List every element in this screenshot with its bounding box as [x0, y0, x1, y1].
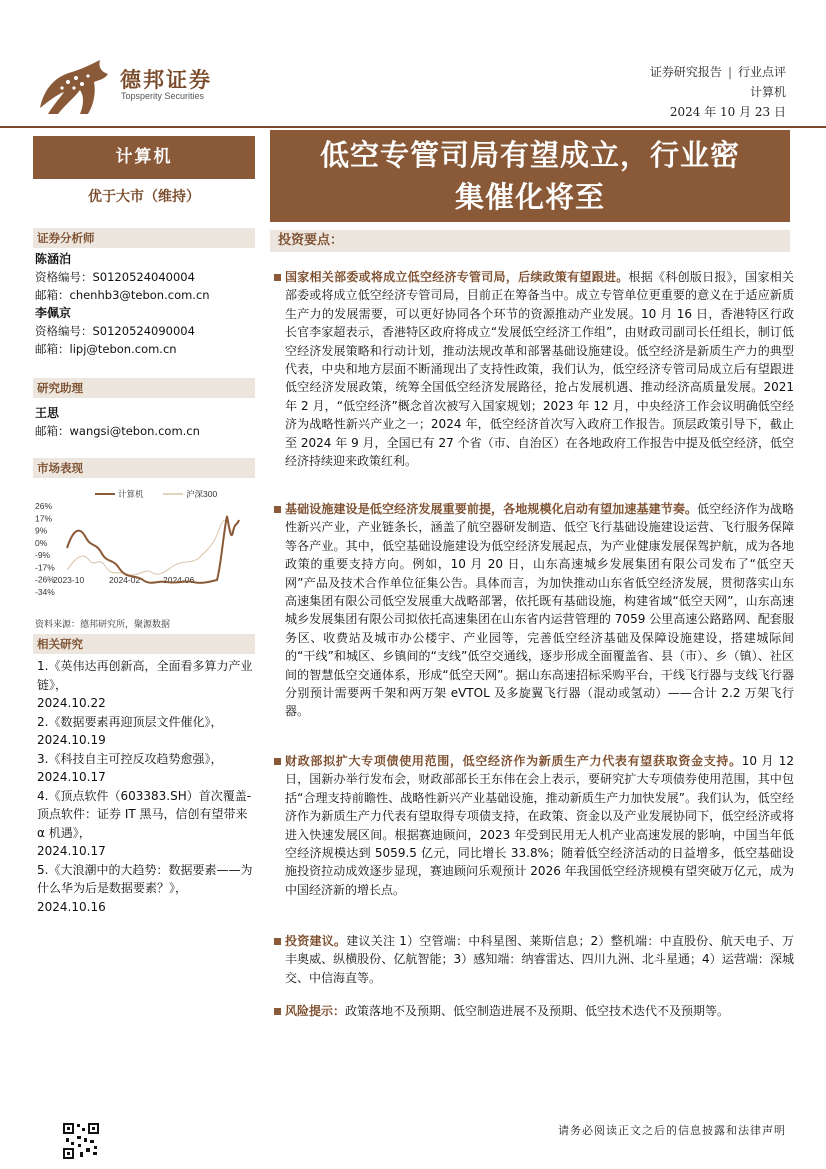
point-body: 根据《科创版日报》，国家相关部委或将成立低空经济专管司局，目前正在筹备当中。成立专管单位更重要的意义在于适应新质生产力的发展需要，可以更好协同各个环节的资源推动产业发展。10 月 16 日，香港特区行政长官李家超表示，香港特区政府将成立“发展低空经济工作组”，由财政司副司长任组长，制订低空经济发展策略和行动计划，推动法规改革和部署基础设施建设。低空经济是新质生产力的典型代表，中央和地方层面不断涌现出了支持性政策，我们认为，低空经济专管司局成立后有望跟进低空经济发展政策，统筹全国低空经济发展路径，抢占发展机遇、推动经济高质量发展。2021 年 2 月，“低空经济”概念首次被写入国家规划；2023 年 12 月，中央经济工作会议明确低空经济为战略性新兴产业之一；2024 年，低空经济首次写入政府工作报告。顶层政策引导下，截止至 2024 年 9 月，全国已有 27 个省（市、自治区）在各地政府工作报告中提及低空经济，低空经济持续迎来政策红利。 — [285, 270, 794, 469]
bullet-icon — [274, 506, 281, 513]
analyst-email[interactable]: 邮箱：lipj@tebon.com.cn — [35, 342, 177, 356]
bullet-icon — [274, 1008, 281, 1015]
assistant-heading: 研究助理 — [33, 378, 255, 398]
analyst-card — [35, 250, 210, 358]
disclaimer-footer: 请务必阅读正文之后的信息披露和法律声明 — [558, 1124, 786, 1137]
point-recommendation — [274, 932, 794, 987]
related-item[interactable] — [37, 787, 259, 861]
title-line-1: 低空专管司局有望成立，行业密 — [319, 138, 740, 172]
chart-source: 资料来源：德邦研究所，聚源数据 — [35, 620, 171, 630]
brand-name-en: Topsperity Securities — [121, 91, 205, 101]
y-tick-label: -34% — [35, 587, 55, 597]
analyst-name: 陈涵泊 — [35, 252, 72, 266]
market-heading: 市场表现 — [33, 458, 255, 478]
y-tick-label: -26% — [35, 574, 55, 585]
analyst-cert: 资格编号：S0120524040004 — [35, 270, 195, 284]
qr-code-icon — [62, 1122, 100, 1160]
related-item[interactable] — [37, 861, 259, 917]
title-line-2: 集催化将至 — [454, 180, 605, 214]
report-industry: 计算机 — [749, 85, 786, 99]
y-tick-label: 9% — [35, 525, 48, 536]
related-date: 2024.10.16 — [37, 899, 106, 914]
x-tick-label: 2024-06 — [163, 575, 195, 585]
report-type: 证券研究报告 — [649, 65, 722, 79]
bullet-icon — [274, 274, 281, 281]
point-body: 建议关注 1）空管端：中科星图、莱斯信息；2）整机端：中直股份、航天电子、万丰奥威、纵横股份、亿航智能；3）感知端：纳睿雷达、四川九洲、北斗星通；4）运营端：深城交、中信海直等。 — [285, 934, 794, 985]
y-tick-label: 0% — [35, 537, 48, 548]
point-body: 10 月 12 日，国新办举行发布会，财政部部长王东伟在会上表示，要研究扩大专项债券使用范围，其中包括“合理支持前瞻性、战略性新兴产业基础设施，推动新质生产力加快发展”。我们认为，低空经济作为新质生产力代表有望取得专项债支持，在政策、资金以及产业发展协同下，低空经济或将进入快速发展区间。根据赛迪顾问，2023 年受到民用无人机产业高速发展的影响，中国当年低空经济规模达到 5059.5 亿元，同比增长 33.8%；随着低空经济活动的日益增多，低空基础设施投资拉动成效逐步显现，赛迪顾问乐观预计 2026 年我国低空经济规模有望突破万亿元，成为中国经济新的增长点。 — [285, 754, 794, 897]
point-risk — [274, 1002, 794, 1020]
report-title — [270, 130, 790, 222]
point-lead: 投资建议。 — [285, 934, 347, 948]
related-date: 2024.10.17 — [37, 844, 106, 858]
report-category: 行业点评 — [737, 65, 786, 79]
legend-label: 计算机 — [118, 489, 144, 499]
related-title: 2.《数据要素再迎顶层文件催化》， — [37, 714, 223, 729]
related-title: 5.《大浪潮中的大趋势：数据要素——为什么华为后是数据要素？》， — [37, 862, 253, 895]
related-heading: 相关研究 — [33, 634, 255, 654]
point-lead: 国家相关部委或将成立低空经济专管司局，后续政策有望跟进。 — [285, 270, 629, 284]
bullet-icon — [274, 938, 281, 945]
related-date: 2024.10.19 — [37, 733, 106, 747]
point-body: 低空经济作为战略性新兴产业，产业链条长，涵盖了航空器研发制造、低空飞行基础设施建设运营、飞行服务保障等各产业。其中，低空基础设施建设为低空经济发展起点，为产业健康发展保驾护航，成为各地政策的重要支持方向。例如，10 月 20 日，山东高速城乡发展集团有限公司发布了“低空天网”产品及技术合作单位征集公告。具体而言，为加快推动山东省低空经济发展，贯彻落实山东高速集团有限公司低空发展重大战略部署，依托既有基础设施，构建省域“低空天网”，山东高速城乡发展集团有限公司拟依托高速集团在山东省内运营管理的 7059 公里高速公路路网、配套服务区、收费站及城市办公楼宇、产业园等，完善低空经济基础及保障设施建设，搭建城际间的“干线”和城区、乡镇间的“支线”低空交通线，逐步形成全面覆盖省、县（市）、乡（镇）、社区间的智慧低空交通体系，形成“低空天网”。据山东高速招标采购平台，干线飞行器与支线飞行器分别预计需要两千架和两万架 eVTOL 及多旋翼飞行器（混动或氢动）——合计 2.2 万架飞行器。 — [285, 502, 794, 719]
header-separator: | — [727, 65, 732, 79]
x-tick-label: 2023-10 — [53, 575, 85, 585]
related-title: 4.《顶点软件（603383.SH）首次覆盖-顶点软件：证券 IT 黑马，信创有望带来 α 机遇》， — [37, 788, 252, 840]
brand-name: 德邦证券 — [120, 68, 212, 92]
y-tick-label: -9% — [35, 550, 51, 561]
investment-heading: 投资要点： — [270, 230, 790, 252]
header-rule — [0, 126, 826, 128]
analyst-name: 李佩京 — [35, 306, 72, 320]
related-item[interactable] — [37, 657, 259, 713]
legend-label: 沪深300 — [186, 489, 218, 499]
report-date: 2024 年 10 月 23 日 — [669, 105, 786, 119]
related-title: 3.《科技自主可控反攻趋势愈强》， — [37, 751, 223, 766]
rating-label: 优于大市（维持） — [88, 189, 200, 205]
assistant-card — [35, 404, 200, 440]
x-tick-label: 2024-02 — [109, 575, 141, 585]
related-title: 1.《英伟达再创新高，全面看多算力产业链》， — [37, 659, 253, 692]
y-tick-label: -17% — [35, 562, 55, 573]
analyst-email[interactable]: 邮箱：chenhb3@tebon.com.cn — [35, 288, 210, 302]
point-lead: 财政部拟扩大专项债使用范围，低空经济作为新质生产力代表有望获取资金支持。 — [285, 754, 742, 768]
analysts-heading: 证券分析师 — [33, 228, 255, 248]
series-line-hs300 — [67, 521, 235, 575]
point-funding — [274, 752, 794, 899]
point-policy — [274, 268, 794, 470]
y-tick-label: 17% — [35, 513, 53, 524]
market-performance-chart — [33, 486, 257, 608]
point-body: 政策落地不及预期、低空制造进展不及预期、低空技术迭代不及预期等。 — [345, 1004, 730, 1018]
related-date: 2024.10.22 — [37, 696, 106, 710]
point-infrastructure — [274, 500, 794, 721]
assistant-email[interactable]: 邮箱：wangsi@tebon.com.cn — [35, 424, 200, 438]
related-date: 2024.10.17 — [37, 770, 106, 784]
assistant-name: 王思 — [35, 406, 60, 420]
sector-label: 计算机 — [33, 136, 255, 179]
related-item[interactable] — [37, 750, 259, 787]
leopard-logo-icon — [38, 58, 110, 116]
related-research-list — [37, 657, 259, 916]
analyst-cert: 资格编号：S0120524090004 — [35, 324, 195, 338]
point-lead: 基础设施建设是低空经济发展重要前提，各地规模化启动有望加速基建节奏。 — [285, 502, 698, 516]
y-tick-label: 26% — [35, 501, 53, 511]
report-header — [650, 62, 786, 122]
related-item[interactable] — [37, 713, 259, 750]
point-lead: 风险提示： — [285, 1004, 346, 1018]
bullet-icon — [274, 758, 281, 765]
